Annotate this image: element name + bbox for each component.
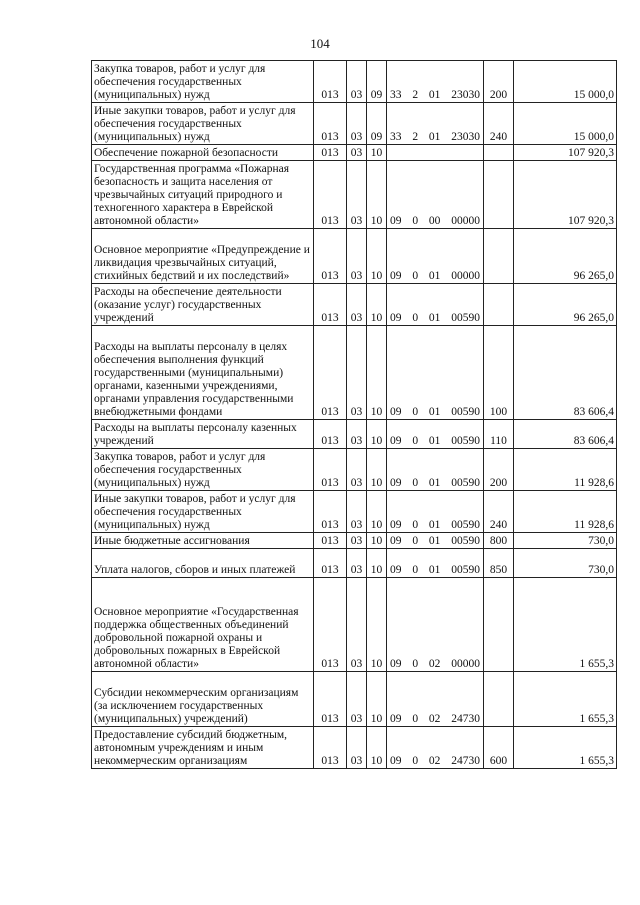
ministry-code: 013 [314,326,347,420]
event-code: 02 [428,713,441,725]
expense-name: Иные бюджетные ассигнования [92,533,314,549]
budget-table [91,60,617,769]
ministry-code: 013 [314,61,347,103]
subprogram-code: 0 [412,312,419,324]
expense-type-code: 600 [484,727,514,769]
section-code: 03 [347,491,367,533]
amount-value: 107 920,3 [514,145,617,161]
ministry-code: 013 [314,103,347,145]
expense-name: Расходы на выплаты персоналу казенных учреждений [92,420,314,449]
subsection-code: 10 [367,326,387,420]
subprogram-code: 2 [412,131,419,143]
event-code: 01 [428,519,441,531]
amount-value: 1 655,3 [514,672,617,727]
target-article-code [387,672,484,727]
amount-value: 83 606,4 [514,420,617,449]
expense-type-code: 850 [484,549,514,578]
budget-table-body [92,61,617,769]
amount-value: 15 000,0 [514,103,617,145]
event-code: 02 [428,755,441,767]
amount-value: 96 265,0 [514,284,617,326]
subsection-code: 10 [367,284,387,326]
table-row [92,420,617,449]
subsection-code: 10 [367,727,387,769]
amount-value: 730,0 [514,533,617,549]
direction-code: 24730 [451,713,480,725]
subprogram-code: 0 [412,713,419,725]
event-code: 00 [428,215,441,227]
expense-name: Иные закупки товаров, работ и услуг для обеспечения государственных (муниципальных) нужд [92,491,314,533]
event-code: 01 [428,435,441,447]
section-code: 03 [347,229,367,284]
subsection-code: 10 [367,578,387,672]
section-code: 03 [347,161,367,229]
expense-name: Основное мероприятие «Государственная поддержка общественных объединений добровольной пожарной охраны и добровольных пожарных в Еврейской автономной области» [92,578,314,672]
expense-type-code: 200 [484,449,514,491]
ministry-code: 013 [314,533,347,549]
target-article-code [387,326,484,420]
ministry-code: 013 [314,161,347,229]
program-code: 33 [390,89,402,101]
target-article-code [387,103,484,145]
table-row [92,578,617,672]
expense-type-code [484,161,514,229]
target-article-parts [389,519,481,532]
ministry-code: 013 [314,672,347,727]
direction-code: 00590 [451,564,480,576]
expense-name: Государственная программа «Пожарная безопасность и защита населения от чрезвычайных ситуаций природного и техногенного характера в Еврейской автономной области» [92,161,314,229]
target-article-code [387,420,484,449]
event-code: 01 [428,406,441,418]
target-article-code [387,61,484,103]
event-code: 01 [428,477,441,489]
target-article-code [387,549,484,578]
ministry-code: 013 [314,420,347,449]
section-code: 03 [347,326,367,420]
program-code: 09 [390,477,402,489]
program-code: 09 [390,435,402,447]
expense-type-code [484,578,514,672]
expense-name: Субсидии некоммерческим организациям (за исключением государственных (муниципальных) учреждений) [92,672,314,727]
expense-name: Обеспечение пожарной безопасности [92,145,314,161]
expense-type-code: 800 [484,533,514,549]
expense-type-code: 200 [484,61,514,103]
direction-code: 00590 [451,477,480,489]
direction-code: 00000 [451,658,480,670]
program-code: 09 [390,519,402,531]
expense-type-code: 240 [484,491,514,533]
target-article-code [387,449,484,491]
target-article-parts [389,713,481,726]
section-code: 03 [347,61,367,103]
target-article-code [387,145,484,161]
program-code: 09 [390,406,402,418]
direction-code: 24730 [451,755,480,767]
target-article-parts [389,535,481,548]
subsection-code: 09 [367,61,387,103]
ministry-code: 013 [314,229,347,284]
target-article-parts [389,270,481,283]
target-article-parts [389,564,481,577]
event-code: 02 [428,658,441,670]
amount-value: 730,0 [514,549,617,578]
subprogram-code: 0 [412,406,419,418]
program-code: 09 [390,312,402,324]
ministry-code: 013 [314,449,347,491]
target-article-code [387,578,484,672]
subprogram-code: 0 [412,477,419,489]
section-code: 03 [347,284,367,326]
table-row [92,284,617,326]
target-article-parts [389,131,481,144]
expense-name: Основное мероприятие «Предупреждение и ликвидация чрезвычайных ситуаций, стихийных бедствий и их последствий» [92,229,314,284]
table-row [92,61,617,103]
subsection-code: 10 [367,449,387,491]
program-code: 09 [390,535,402,547]
event-code: 01 [428,564,441,576]
event-code: 01 [428,89,441,101]
subprogram-code: 0 [412,215,419,227]
ministry-code: 013 [314,727,347,769]
subsection-code: 10 [367,420,387,449]
subsection-code: 10 [367,672,387,727]
target-article-code [387,161,484,229]
expense-name: Расходы на обеспечение деятельности (оказание услуг) государственных учреждений [92,284,314,326]
section-code: 03 [347,533,367,549]
expense-type-code: 240 [484,103,514,145]
direction-code: 00590 [451,535,480,547]
target-article-code [387,491,484,533]
subsection-code: 10 [367,533,387,549]
expense-name: Закупка товаров, работ и услуг для обеспечения государственных (муниципальных) нужд [92,449,314,491]
subprogram-code: 0 [412,270,419,282]
subprogram-code: 0 [412,435,419,447]
subprogram-code: 0 [412,755,419,767]
amount-value: 11 928,6 [514,449,617,491]
section-code: 03 [347,103,367,145]
expense-type-code [484,672,514,727]
target-article-parts [389,435,481,448]
target-article-parts [389,658,481,671]
amount-value: 1 655,3 [514,727,617,769]
section-code: 03 [347,578,367,672]
subsection-code: 10 [367,491,387,533]
target-article-parts [389,477,481,490]
ministry-code: 013 [314,284,347,326]
ministry-code: 013 [314,145,347,161]
subprogram-code: 0 [412,535,419,547]
subsection-code: 10 [367,145,387,161]
amount-value: 96 265,0 [514,229,617,284]
event-code: 01 [428,131,441,143]
expense-name: Уплата налогов, сборов и иных платежей [92,549,314,578]
amount-value: 83 606,4 [514,326,617,420]
event-code: 01 [428,535,441,547]
amount-value: 15 000,0 [514,61,617,103]
section-code: 03 [347,549,367,578]
expense-type-code [484,145,514,161]
direction-code: 23030 [451,131,480,143]
section-code: 03 [347,449,367,491]
section-code: 03 [347,727,367,769]
target-article-parts [389,215,481,228]
direction-code: 00590 [451,435,480,447]
event-code: 01 [428,312,441,324]
direction-code: 00590 [451,519,480,531]
table-row [92,491,617,533]
program-code: 33 [390,131,402,143]
expense-type-code [484,284,514,326]
program-code: 09 [390,270,402,282]
program-code: 09 [390,755,402,767]
direction-code: 00000 [451,215,480,227]
subprogram-code: 0 [412,519,419,531]
expense-type-code: 100 [484,326,514,420]
ministry-code: 013 [314,491,347,533]
subsection-code: 09 [367,103,387,145]
table-row [92,145,617,161]
expense-type-code: 110 [484,420,514,449]
subprogram-code: 0 [412,658,419,670]
target-article-parts [389,312,481,325]
table-row [92,449,617,491]
amount-value: 11 928,6 [514,491,617,533]
ministry-code: 013 [314,549,347,578]
direction-code: 00000 [451,270,480,282]
section-code: 03 [347,145,367,161]
program-code: 09 [390,215,402,227]
target-article-code [387,727,484,769]
subprogram-code: 2 [412,89,419,101]
target-article-parts [389,755,481,768]
program-code: 09 [390,564,402,576]
direction-code: 23030 [451,89,480,101]
section-code: 03 [347,672,367,727]
direction-code: 00590 [451,312,480,324]
expense-name: Иные закупки товаров, работ и услуг для обеспечения государственных (муниципальных) нужд [92,103,314,145]
table-row [92,103,617,145]
ministry-code: 013 [314,578,347,672]
table-row [92,672,617,727]
event-code: 01 [428,270,441,282]
section-code: 03 [347,420,367,449]
target-article-code [387,284,484,326]
subsection-code: 10 [367,549,387,578]
target-article-parts [389,89,481,102]
program-code: 09 [390,658,402,670]
subprogram-code: 0 [412,564,419,576]
table-row [92,161,617,229]
expense-type-code [484,229,514,284]
subsection-code: 10 [367,229,387,284]
expense-name: Предоставление субсидий бюджетным, автономным учреждениям и иным некоммерческим организациям [92,727,314,769]
direction-code: 00590 [451,406,480,418]
amount-value: 1 655,3 [514,578,617,672]
expense-name: Расходы на выплаты персоналу в целях обеспечения выполнения функций государственными (муниципальными) органами, казенными учреждениями, органами управления государственными внебюджетными фондами [92,326,314,420]
table-row [92,727,617,769]
table-row [92,229,617,284]
table-row [92,326,617,420]
amount-value: 107 920,3 [514,161,617,229]
target-article-code [387,229,484,284]
target-article-parts [389,406,481,419]
subsection-code: 10 [367,161,387,229]
expense-name: Закупка товаров, работ и услуг для обеспечения государственных (муниципальных) нужд [92,61,314,103]
page-number: 104 [310,36,330,51]
target-article-code [387,533,484,549]
table-row [92,549,617,578]
program-code: 09 [390,713,402,725]
table-row [92,533,617,549]
